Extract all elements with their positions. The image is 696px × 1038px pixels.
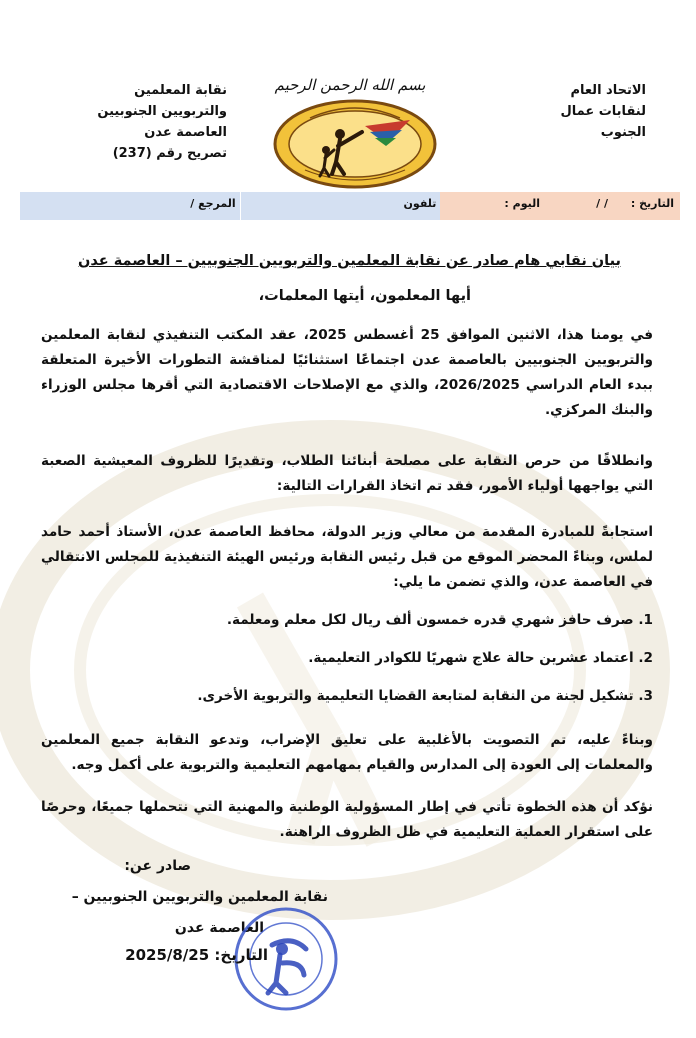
signature-org-line: العاصمة عدن	[174, 920, 264, 936]
date-field	[440, 192, 680, 220]
list-item: 2. اعتماد عشرين حالة علاج شهريًا للكوادر التعليمية.	[308, 650, 653, 666]
issued-by-label: صادر عن:	[124, 858, 191, 874]
header-right-line: لنقابات عمال	[560, 104, 646, 119]
statement-title: بيان نقابي هام صادر عن نقابة المعلمين والتربويين الجنوبيين – العاصمة عدن	[78, 253, 621, 269]
header-right-line: الاتحاد العام	[570, 83, 646, 98]
header-left-line: تصريح رقم (237)	[112, 146, 227, 161]
date-slashes: / /	[596, 197, 608, 210]
list-item: 1. صرف حافز شهري قدره خمسون ألف ريال لكل معلم ومعلمة.	[226, 612, 653, 628]
phone-label: تلفون	[403, 197, 437, 210]
phone-field	[241, 192, 441, 220]
header-left-line: والتربويين الجنوبيين	[97, 104, 227, 119]
header-left-line: نقابة المعلمين	[134, 83, 227, 98]
header-left-line: العاصمة عدن	[144, 125, 227, 140]
header-syndicate-name	[62, 80, 227, 164]
signature-date: التاريخ: 2025/8/25	[125, 946, 268, 964]
greeting: أيها المعلمون، أيتها المعلمات،	[258, 288, 471, 304]
reference-label: المرجع /	[190, 197, 236, 210]
date-label: التاريخ :	[630, 197, 674, 210]
union-emblem-icon	[270, 98, 440, 190]
header-right-line: الجنوب	[600, 125, 646, 140]
basmala: بسم الله الرحمن الرحيم	[274, 76, 426, 94]
paragraph-initiative: استجابةً للمبادرة المقدمة من معالي وزير الدولة، محافظ العاصمة عدن، الأستاذ أحمد حامد لملس، وبناءً المحضر الموقع من قبل رئيس النقابة ورئيس الهيئة التنفيذية للمجلس الانتقالي في العاصمة عدن، والذي تضمن ما يلي:	[41, 524, 653, 590]
list-item: 3. تشكيل لجنة من النقابة لمتابعة القضايا التعليمية والتربوية الأخرى.	[197, 688, 653, 704]
signature-org-line: نقابة المعلمين والتربويين الجنوبيين –	[71, 889, 328, 905]
paragraph-decisions-intro: وانطلاقًا من حرص النقابة على مصلحة أبنائنا الطلاب، وتقديرًا للظروف المعيشية الصعبة التي يواجهها أولياء الأمور، فقد تم اتخاذ القرارات التالية:	[41, 453, 653, 494]
day-label: اليوم :	[504, 197, 540, 210]
header-union-name	[506, 80, 646, 143]
paragraph-responsibility: نؤكد أن هذه الخطوة تأتي في إطار المسؤولية الوطنية والمهنية التي نتحملها جميعًا، وحرصًا على استقرار العملية التعليمية في ظل الظروف الراهنة.	[41, 799, 653, 840]
paragraph-meeting: في يومنا هذا، الاثنين الموافق 25 أغسطس 2025، عقد المكتب التنفيذي لنقابة المعلمين والتربويين الجنوبيين بالعاصمة عدن اجتماعًا استثنائيًا لمناقشة التطورات الأخيرة المتعلقة ببدء العام الدراسي 2026/2025، والذي مع الإصلاحات الاقتصادية التي أقرها مجلس الوزراء والبنك المركزي.	[41, 327, 654, 418]
reference-field	[20, 192, 241, 220]
paragraph-strike-suspension: وبناءً عليه، تم التصويت بالأغلبية على تعليق الإضراب، وتدعو النقابة جميع المعلمين والمعلمات إلى العودة إلى المدارس والقيام بمهامهم التعليمية والتربوية على أكمل وجه.	[41, 732, 653, 773]
info-bar	[20, 192, 680, 220]
